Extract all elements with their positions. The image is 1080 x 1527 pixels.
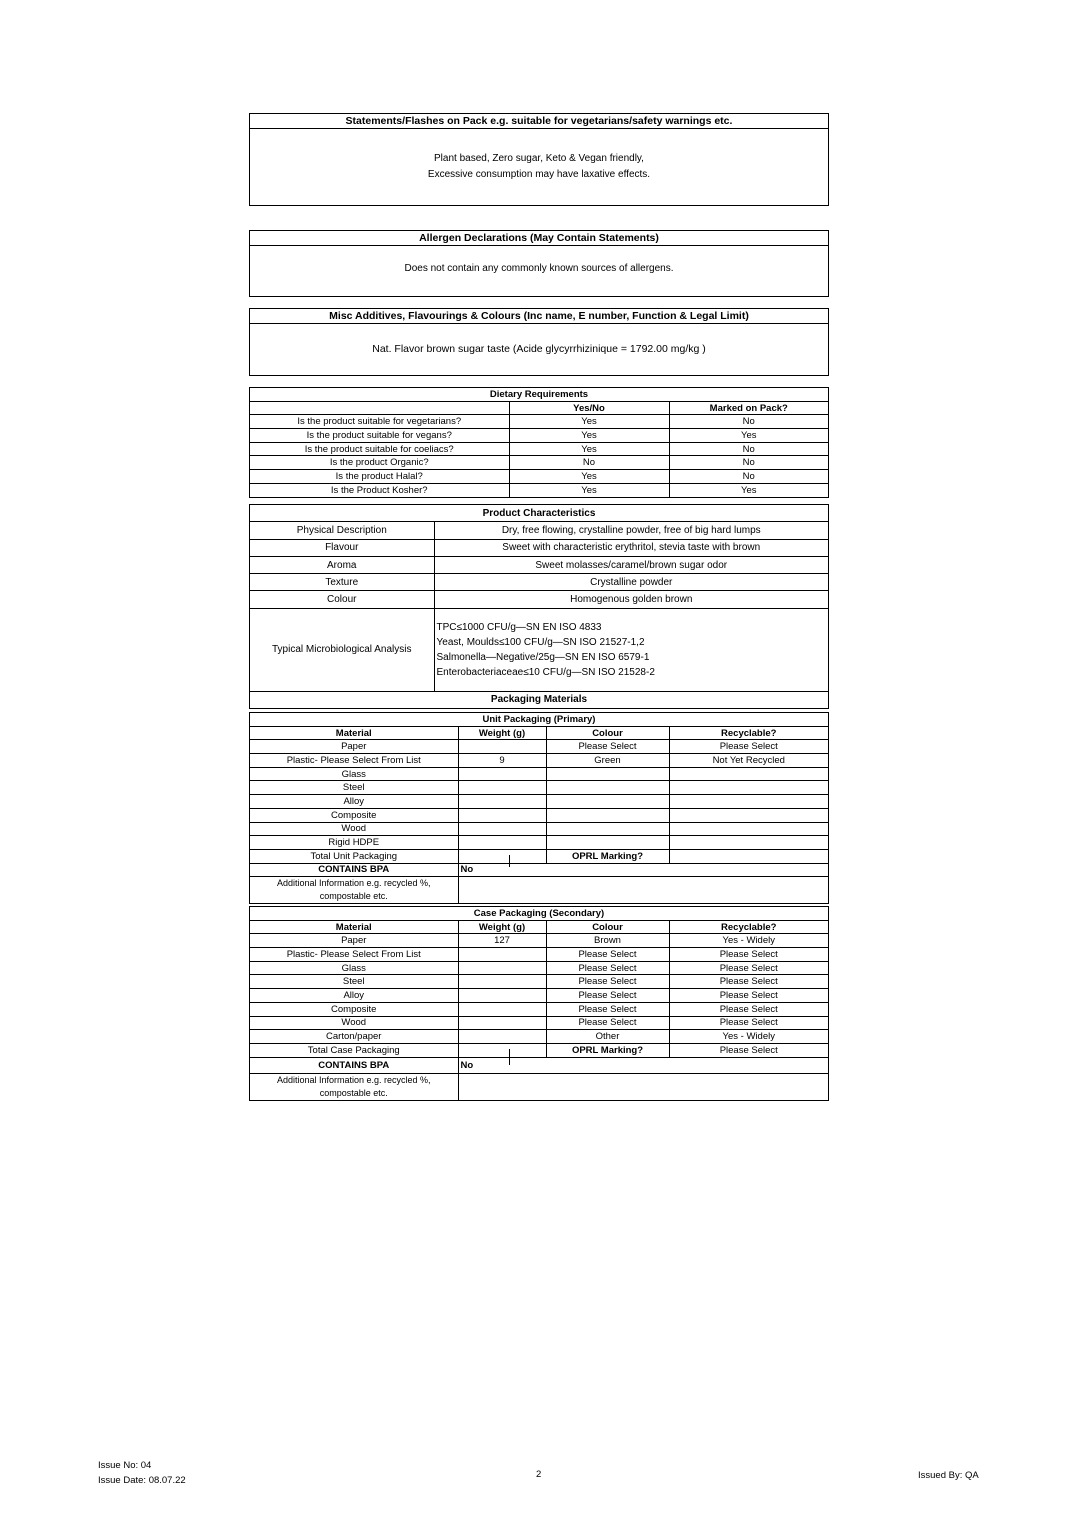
dietary-section bbox=[249, 387, 829, 498]
packaging-materials-title: Packaging Materials bbox=[250, 691, 828, 708]
table-row: Plastic- Please Select From List 9 Green Not Yet Recycled bbox=[250, 754, 828, 768]
table-row: Flavour Sweet with characteristic erythritol, stevia taste with brown bbox=[250, 539, 828, 556]
allergen-text: Does not contain any commonly known sources of allergens. bbox=[404, 263, 674, 274]
misc-title: Misc Additives, Flavourings & Colours (Inc name, E number, Function & Legal Limit) bbox=[250, 309, 828, 324]
table-row: Glass bbox=[250, 767, 828, 781]
table-row: Paper 127 Brown Yes - Widely bbox=[250, 934, 828, 948]
statements-title: Statements/Flashes on Pack e.g. suitable for vegetarians/safety warnings etc. bbox=[250, 114, 828, 129]
table-row: Colour Homogenous golden brown bbox=[250, 591, 828, 608]
table-row: Steel Please Select Please Select bbox=[250, 975, 828, 989]
table-row: Total Case Packaging OPRL Marking? Please Select bbox=[250, 1043, 828, 1057]
table-row: Wood Please Select Please Select bbox=[250, 1016, 828, 1030]
product-title: Product Characteristics bbox=[250, 505, 828, 522]
table-row: Alloy bbox=[250, 795, 828, 809]
table-row: Physical Description Dry, free flowing, crystalline powder, free of big hard lumps bbox=[250, 522, 828, 539]
table-row: Is the product Halal? Yes No bbox=[250, 470, 828, 484]
footer-left bbox=[98, 1458, 186, 1488]
micro-label: Typical Microbiological Analysis bbox=[250, 608, 434, 691]
table-row: Carton/paper Other Yes - Widely bbox=[250, 1030, 828, 1044]
dietary-col-yes-no: Yes/No bbox=[509, 401, 669, 415]
table-row: Composite Please Select Please Select bbox=[250, 1002, 828, 1016]
table-row bbox=[250, 608, 828, 691]
additional-info-row: Additional Information e.g. recycled %, compostable etc. bbox=[250, 1073, 828, 1100]
table-row: Plastic- Please Select From List Please Select Please Select bbox=[250, 948, 828, 962]
case-packaging-section: Case Packaging (Secondary) Material Weight (g) Colour Recyclable? Paper 127 Brown Yes - Widely Plastic- Please Select From List Please Select Please Select Glass Please Select Please Select Steel Please Select Please Select Alloy Please Select Please Select Composite Please Select Please Select Wood Please Select Please Select Carton/paper Other Yes - Widely Total Case Packaging OPRL Marking? Please Select CONTAINS BPA No Additional Information e.g. recycled %, compostable etc. bbox=[249, 906, 829, 1101]
product-characteristics-section bbox=[249, 504, 829, 709]
table-row: Composite bbox=[250, 808, 828, 822]
table-row: Texture Crystalline powder bbox=[250, 574, 828, 591]
dietary-col-marked: Marked on Pack? bbox=[669, 401, 828, 415]
table-row: Alloy Please Select Please Select bbox=[250, 989, 828, 1003]
issued-by: Issued By: QA bbox=[918, 1470, 979, 1481]
table-row: Steel bbox=[250, 781, 828, 795]
table-row: Is the product suitable for vegans? Yes Yes bbox=[250, 429, 828, 443]
misc-text: Nat. Flavor brown sugar taste (Acide glycyrrhizinique = 1792.00 mg/kg ) bbox=[372, 343, 706, 355]
additional-info-row: Additional Information e.g. recycled %, compostable etc. bbox=[250, 877, 828, 904]
statements-line-2: Excessive consumption may have laxative effects. bbox=[427, 169, 651, 180]
table-row: Paper Please Select Please Select bbox=[250, 740, 828, 754]
table-row: Total Unit Packaging OPRL Marking? bbox=[250, 849, 828, 863]
misc-section bbox=[249, 308, 829, 376]
table-row: Is the Product Kosher? Yes Yes bbox=[250, 483, 828, 497]
issue-number: Issue No: 04 bbox=[98, 1460, 152, 1471]
bpa-row: CONTAINS BPA No bbox=[250, 1057, 828, 1073]
table-row: Wood bbox=[250, 822, 828, 836]
allergen-title: Allergen Declarations (May Contain Statements) bbox=[250, 231, 828, 246]
allergen-section bbox=[249, 230, 829, 297]
table-row: Is the product suitable for coeliacs? Yes No bbox=[250, 442, 828, 456]
issue-date: Issue Date: 08.07.22 bbox=[98, 1475, 186, 1486]
page-number: 2 bbox=[536, 1469, 542, 1480]
unit-packaging-title: Unit Packaging (Primary) bbox=[250, 713, 828, 726]
table-row: Glass Please Select Please Select bbox=[250, 961, 828, 975]
table-row: Is the product Organic? No No bbox=[250, 456, 828, 470]
micro-values: TPC≤1000 CFU/g—SN EN ISO 4833 Yeast, Moulds≤100 CFU/g—SN ISO 21527-1,2 Salmonella—Negative/25g—SN EN ISO 6579-1 Enterobacteriaceae≤10 CFU/g—SN ISO 21528-2 bbox=[434, 608, 828, 691]
bpa-row: CONTAINS BPA No bbox=[250, 863, 828, 877]
unit-packaging-section: Unit Packaging (Primary) Material Weight (g) Colour Recyclable? Paper Please Select Please Select Plastic- Please Select From List 9 Green Not Yet Recycled Glass Steel Alloy Composite Wood Rigid HDPE Total Unit Packaging OPRL Marking? CONTAINS BPA No Additional Information e.g. recycled %, compostable etc. bbox=[249, 712, 829, 904]
statements-section bbox=[249, 113, 829, 206]
table-row: Aroma Sweet molasses/caramel/brown sugar odor bbox=[250, 556, 828, 573]
dietary-title: Dietary Requirements bbox=[250, 388, 828, 401]
table-row: Rigid HDPE bbox=[250, 836, 828, 850]
statements-line-1: Plant based, Zero sugar, Keto & Vegan friendly, bbox=[434, 153, 644, 164]
table-row: Is the product suitable for vegetarians? Yes No bbox=[250, 415, 828, 429]
case-packaging-title: Case Packaging (Secondary) bbox=[250, 907, 828, 920]
